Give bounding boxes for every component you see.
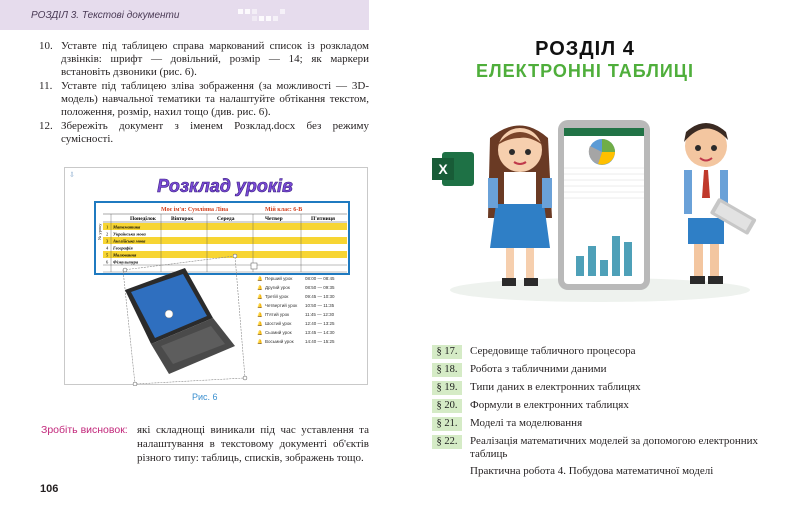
page-number: 106 (40, 483, 59, 495)
toc-title: Формули в електронних таблицях (470, 399, 629, 411)
row-number: 2 (106, 231, 109, 237)
paragraph-badge: § 19. (432, 381, 462, 395)
bell-time: 10:50 — 11:35 (305, 303, 335, 308)
svg-text:X: X (438, 161, 448, 177)
toc-item[interactable] (432, 417, 772, 431)
boy-figure (684, 123, 757, 284)
class-label: Мій клас: 6-В (265, 207, 303, 213)
subject-cell: Малювання (113, 252, 137, 258)
toc-item[interactable] (432, 345, 772, 359)
bell-time: 14:40 — 15:25 (305, 339, 335, 344)
toc-item[interactable] (432, 399, 772, 413)
toc-item[interactable] (432, 381, 772, 395)
chapter-title: РОЗДІЛ 4 (535, 38, 635, 60)
bell-time: 08:00 — 08:45 (305, 276, 335, 281)
row-number: 1 (106, 224, 109, 230)
bell-time: 12:40 — 13:25 (305, 321, 335, 326)
wordart-title: Розклад уроків (157, 176, 293, 196)
chapter-illustration (430, 108, 770, 308)
paragraph-badge: § 21. (432, 417, 462, 431)
toc-title: Реалізація математичних моделей за допомогою електронних таблиць (470, 435, 759, 460)
bell-time: 13:45 — 14:30 (305, 330, 335, 335)
list-item: 11. Уставте під таблицею зліва зображення (за можливості — 3D-модель) навчальної тематики та налаштуйте обтікання текстом, положення, розмір, нахил тощо (див. рис. 6). (39, 80, 369, 118)
paragraph-badge: § 18. (432, 363, 462, 377)
row-number: 5 (106, 252, 109, 258)
tablet-chart-graphic (558, 120, 650, 290)
toc-title: Середовище табличного процесора (470, 345, 636, 357)
bell-name: Четвертий урок (265, 303, 298, 308)
bell-name: Сьомий урок (265, 330, 292, 335)
conclusion-label: Зробіть висновок: (41, 424, 128, 436)
instructions-list (39, 40, 369, 147)
paragraph-badge: § 17. (432, 345, 462, 359)
subject-cell: Фізкультура (113, 259, 139, 265)
bell-icon: 🔔 (257, 321, 263, 326)
day-header: П'ятниця (311, 216, 335, 222)
bell-icon: 🔔 (257, 339, 263, 344)
bell-time: 09:45 — 10:30 (305, 294, 335, 299)
toc-title: Робота з табличними даними (470, 363, 607, 375)
chapter-contents (432, 345, 772, 477)
subject-cell: Географія (113, 245, 133, 251)
bell-name: Перший урок (265, 276, 293, 281)
toc-title: Моделі та моделювання (470, 417, 583, 429)
bell-name: Третій урок (265, 294, 289, 299)
bell-icon: 🔔 (257, 330, 263, 335)
row-number: 6 (106, 259, 109, 265)
bell-name: П'ятий урок (265, 312, 290, 317)
layout-options-icon[interactable] (251, 263, 257, 269)
toc-title: Типи даних в електронних таблицях (470, 381, 641, 393)
bell-icon: 🔔 (257, 285, 263, 290)
figure-6 (64, 167, 368, 385)
bell-time: 11:45 — 12:30 (305, 312, 335, 317)
bell-icon: 🔔 (257, 276, 263, 281)
bell-icon: 🔔 (257, 312, 263, 317)
girl-figure (488, 126, 552, 287)
bell-icon: 🔔 (257, 303, 263, 308)
paragraph-badge: § 22. (432, 435, 462, 449)
bell-time: 08:50 — 09:35 (305, 285, 335, 290)
toc-item[interactable] (432, 363, 772, 377)
name-label: Моє ім'я: Сумлінна Ліна (161, 207, 229, 213)
paragraph-badge: § 20. (432, 399, 462, 413)
practical-work[interactable]: Практична робота 4. Побудова математичної моделі (470, 465, 714, 477)
side-label: № уроку (97, 223, 102, 240)
conclusion-text: які складнощі виникали під час уставлення та налаштування в текстовому документі об'єктів різного типу: таблиць, списків, зображень тощо. (137, 424, 369, 464)
bell-name: Шостий урок (265, 321, 292, 326)
excel-icon (432, 152, 474, 186)
day-header: Вівторок (171, 216, 194, 222)
list-item: 12. Збережіть документ з іменем Розклад.docx без режиму сумісності. (39, 120, 369, 145)
row-number: 4 (106, 245, 109, 251)
svg-text:⇩: ⇩ (69, 172, 75, 179)
section-label: РОЗДІЛ 3. Текстові документи (31, 10, 180, 21)
row-number: 3 (106, 238, 109, 244)
header-decoration (238, 5, 298, 27)
section-header (0, 0, 369, 30)
day-header: Понеділок (130, 216, 156, 222)
chapter-subtitle: ЕЛЕКТРОННІ ТАБЛИЦІ (476, 61, 694, 81)
list-item: 10. Уставте під таблицею справа маркований список із розкладом дзвінків: шрифт — довільний, розмір — 14; як маркери встановіть дзвоники (рис. 6). (39, 40, 369, 78)
bell-icon: 🔔 (257, 294, 263, 299)
subject-cell: Математика (113, 224, 141, 230)
bell-list (257, 275, 335, 344)
day-header: Середа (217, 216, 235, 222)
subject-cell: Українська мова (113, 231, 146, 237)
schedule-document-figure (65, 168, 369, 386)
day-header: Четвер (265, 216, 283, 222)
figure-caption: Рис. 6 (192, 392, 218, 402)
toc-item[interactable] (432, 435, 772, 461)
subject-cell: Англійська мова (113, 238, 146, 244)
bell-name: Восьмий урок (265, 339, 294, 344)
bell-name: Другий урок (265, 285, 290, 290)
